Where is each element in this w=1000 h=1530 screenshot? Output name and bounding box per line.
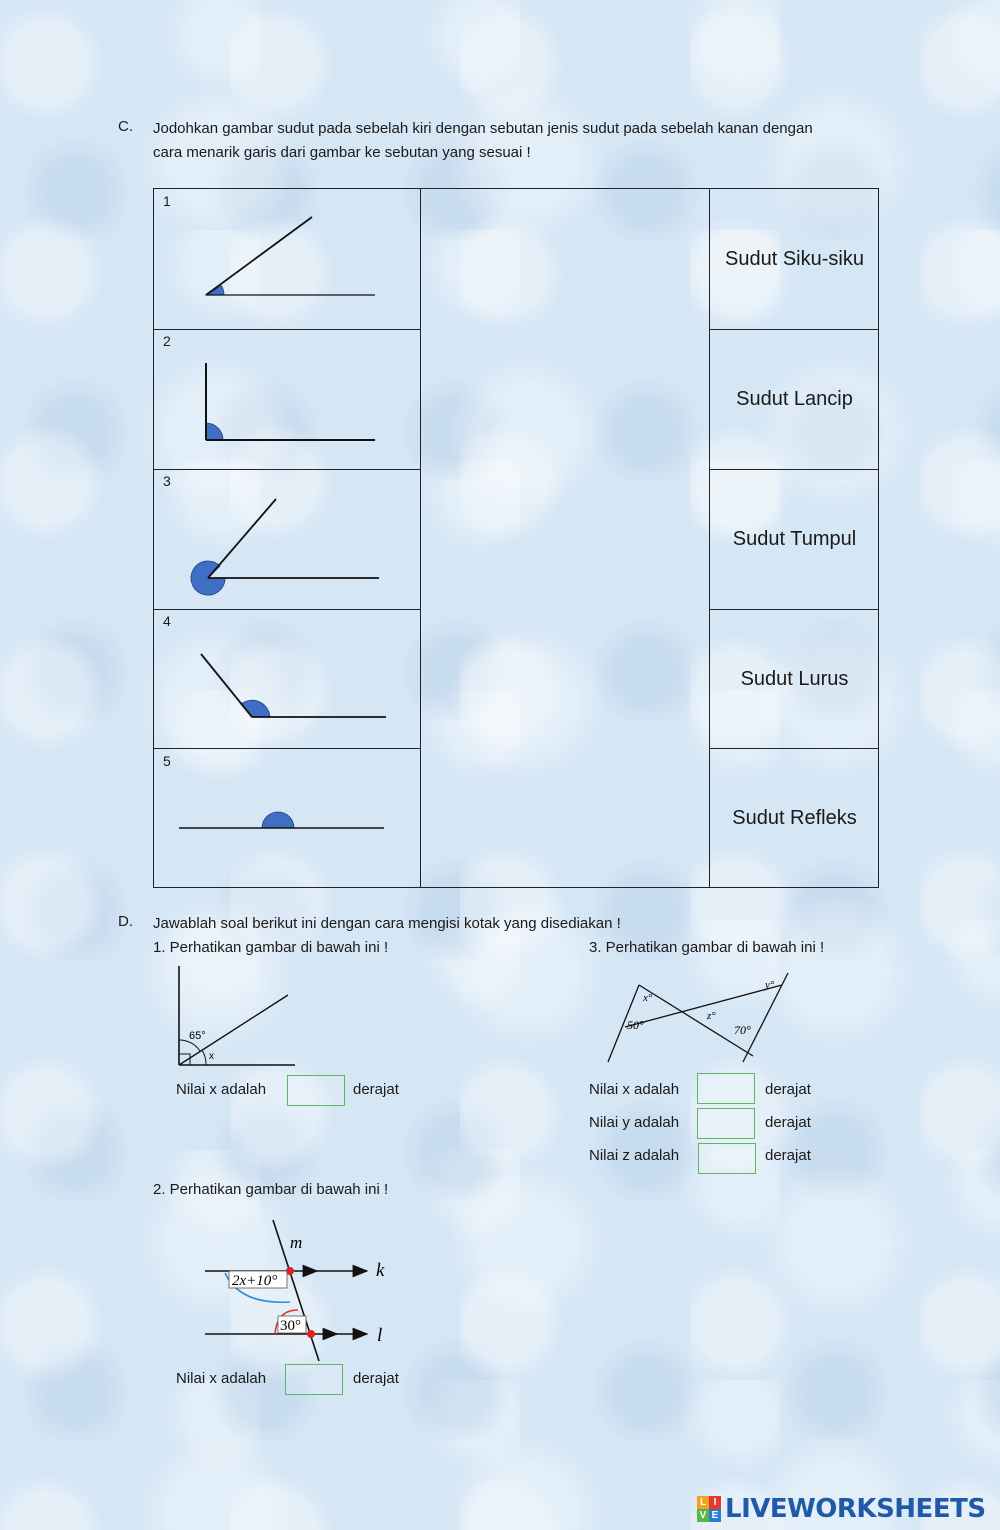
type-label-5[interactable]: Sudut Refleks bbox=[732, 807, 857, 829]
q3-answer-x-input[interactable] bbox=[697, 1073, 755, 1104]
q3-50-label: 50° bbox=[627, 1018, 644, 1032]
q2-answer-suffix: derajat bbox=[353, 1370, 399, 1387]
q3-x-label: x° bbox=[643, 992, 653, 1004]
q1-answer-input[interactable] bbox=[287, 1075, 345, 1106]
liveworksheets-logo[interactable] bbox=[697, 1494, 986, 1524]
q3-answer-z-prefix: Nilai z adalah bbox=[589, 1147, 680, 1164]
section-d-instruction: Jawablah soal berikut ini dengan cara mengisi kotak yang disediakan ! bbox=[153, 915, 621, 932]
q1-figure bbox=[165, 962, 305, 1072]
q1-x-label: x bbox=[209, 1051, 214, 1062]
q2-answer-input[interactable] bbox=[285, 1364, 343, 1395]
logo-text: LIVEWORKSHEETS bbox=[725, 1494, 986, 1524]
q3-z-label: z° bbox=[707, 1010, 716, 1022]
section-d-letter: D. bbox=[118, 913, 133, 930]
q2-figure bbox=[195, 1215, 400, 1365]
angle-number-2: 2 bbox=[163, 333, 171, 349]
q2-title: 2. Perhatikan gambar di bawah ini ! bbox=[153, 1181, 389, 1198]
angle-number-3: 3 bbox=[163, 473, 171, 489]
q3-answer-y-input[interactable] bbox=[697, 1108, 755, 1139]
q2-answer-prefix: Nilai x adalah bbox=[176, 1370, 267, 1387]
q3-y-label: y° bbox=[765, 979, 775, 991]
angle-figure-2 bbox=[206, 363, 375, 440]
q3-title: 3. Perhatikan gambar di bawah ini ! bbox=[589, 939, 825, 956]
q2-line-k-label: k bbox=[376, 1260, 385, 1281]
q3-answer-x-prefix: Nilai x adalah bbox=[589, 1081, 680, 1098]
angle-figure-5 bbox=[179, 812, 384, 828]
type-label-1[interactable]: Sudut Siku-siku bbox=[725, 248, 864, 270]
q3-answer-z-suffix: derajat bbox=[765, 1147, 811, 1164]
q3-70-label: 70° bbox=[734, 1023, 751, 1037]
q3-answer-y-suffix: derajat bbox=[765, 1114, 811, 1131]
angle-figure-4 bbox=[201, 654, 386, 717]
type-label-3[interactable]: Sudut Tumpul bbox=[732, 528, 857, 550]
angle-figure-1 bbox=[206, 217, 375, 295]
q2-line-m-label: m bbox=[290, 1233, 303, 1252]
q2-angle-expr-label: 2x+10° bbox=[232, 1273, 278, 1289]
q1-answer-prefix: Nilai x adalah bbox=[176, 1081, 267, 1098]
angle-number-5: 5 bbox=[163, 753, 171, 769]
matching-table bbox=[153, 188, 879, 888]
type-label-4[interactable]: Sudut Lurus bbox=[740, 668, 849, 690]
logo-mark-icon: L I V E bbox=[697, 1496, 721, 1522]
section-c-instruction-line2: cara menarik garis dari gambar ke sebutan yang sesuai ! bbox=[153, 144, 531, 161]
q1-answer-suffix: derajat bbox=[353, 1081, 399, 1098]
angle-number-1: 1 bbox=[163, 193, 171, 209]
section-c-instruction-line1: Jodohkan gambar sudut pada sebelah kiri dengan sebutan jenis sudut pada sebelah kanan dengan bbox=[153, 120, 813, 137]
angle-number-4: 4 bbox=[163, 613, 171, 629]
section-c-letter: C. bbox=[118, 118, 133, 135]
q1-angle-65-label: 65° bbox=[189, 1030, 206, 1042]
q3-figure bbox=[603, 965, 803, 1067]
angle-figure-3 bbox=[191, 499, 379, 595]
type-label-2[interactable]: Sudut Lancip bbox=[736, 388, 853, 410]
q2-angle-30-label: 30° bbox=[280, 1318, 301, 1334]
q3-answer-x-suffix: derajat bbox=[765, 1081, 811, 1098]
q3-answer-z-input[interactable] bbox=[698, 1143, 756, 1174]
angle-drawings bbox=[154, 189, 420, 889]
q3-answer-y-prefix: Nilai y adalah bbox=[589, 1114, 680, 1131]
q2-line-l-label: l bbox=[377, 1325, 383, 1346]
q1-title: 1. Perhatikan gambar di bawah ini ! bbox=[153, 939, 389, 956]
